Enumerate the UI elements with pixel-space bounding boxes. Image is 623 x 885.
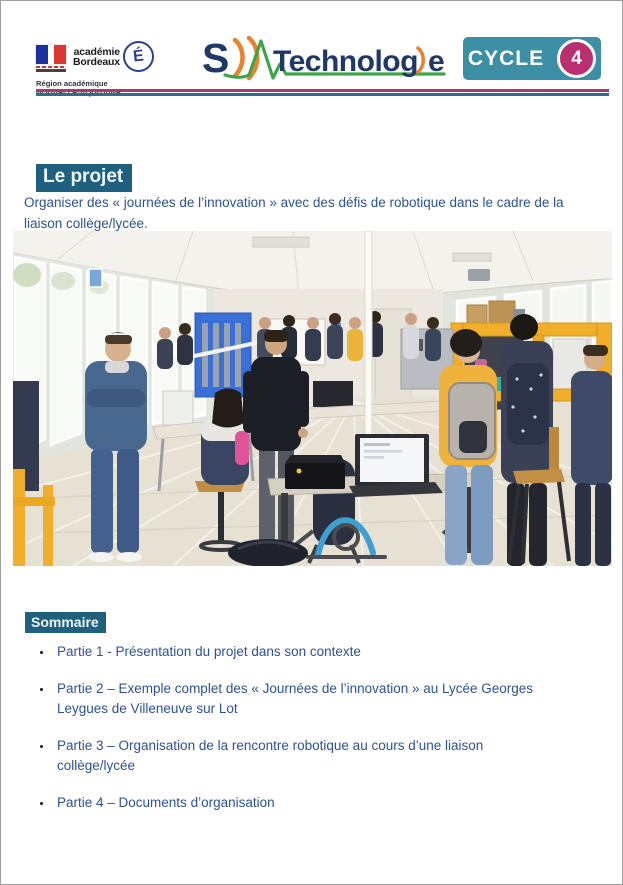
academy-name (73, 47, 120, 67)
technologie-logo-svg (197, 27, 449, 85)
region-line1: Région académique (36, 79, 108, 88)
cycle-number-circle: 4 (557, 39, 596, 78)
control-box (285, 455, 345, 489)
floor-backpack (228, 539, 308, 566)
sommaire-item-partie-4: • Partie 4 – Documents d’organisation (53, 793, 557, 813)
logo-orange-i-arc (418, 48, 423, 72)
academy-e-circle-icon: É (121, 39, 155, 73)
flag-motto-lines (36, 66, 66, 68)
technologie-logo (197, 27, 449, 85)
cycle-4-badge (463, 37, 601, 80)
laptop (349, 434, 443, 497)
classroom-photo (13, 231, 612, 566)
logo-word-end: e (428, 45, 445, 78)
cycle-label: CYCLE (467, 46, 545, 70)
logo-word-technolog: Technolog (273, 45, 418, 78)
sommaire-item-partie-1: • Partie 1 - Présentation du projet dans son contexte (53, 642, 557, 662)
logo-orange-arc-1 (235, 40, 243, 76)
section-title-sommaire: Sommaire (25, 612, 106, 633)
flag-republique-line (36, 69, 66, 72)
french-flag-icon (36, 45, 66, 72)
academy-name-line2: Bordeaux (73, 56, 120, 68)
divider-teal-line (36, 93, 609, 97)
section-title-le-projet: Le projet (36, 164, 132, 192)
sommaire-item-partie-3: • Partie 3 – Organisation de la rencontre robotique au cours d’une liaison collège/lycée (53, 736, 557, 776)
header-divider (36, 89, 609, 96)
logo-letter-s: S (202, 35, 230, 81)
sommaire-item-partie-2: • Partie 2 – Exemple complet des « Journées de l’innovation » au Lycée Georges Leygues de Villeneuve sur Lot (53, 679, 557, 719)
sommaire-list (37, 642, 573, 830)
academy-name-line1: académie (73, 46, 120, 58)
classroom-photo-illustration (13, 231, 612, 566)
project-intro-text: Organiser des « journées de l’innovation » avec des défis de robotique dans le cadre de la liaison collège/lycée. (24, 195, 564, 231)
